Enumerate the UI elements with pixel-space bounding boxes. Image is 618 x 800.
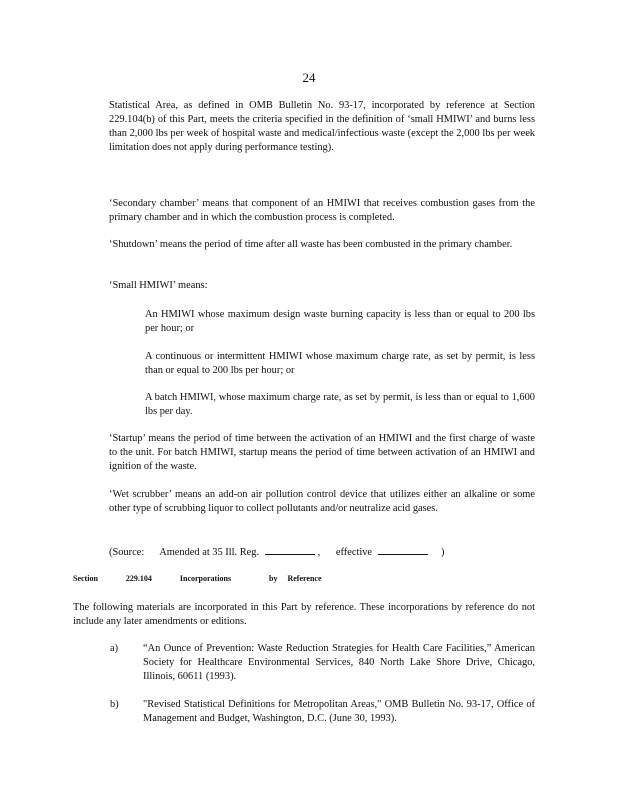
- source-note: [109, 544, 535, 560]
- effective-date-blank: [378, 544, 428, 555]
- source-comma: ,: [317, 547, 321, 558]
- reference-item: "Revised Statistical Definitions for Metropolitan Areas," OMB Bulletin No. 93-17, Office of Management and Budget, Washington, D.C. (June 30, 1993).: [143, 699, 535, 724]
- small-hmiwi-item: A batch HMIWI, whose maximum charge rate, as set by permit, is less than or equal to 1,600 lbs per day.: [145, 392, 535, 417]
- definition-small-hmiwi-title: ‘Small HMIWI’ means:: [109, 280, 208, 291]
- reference-label: b): [110, 699, 119, 710]
- section-heading: [73, 574, 348, 583]
- definition-secondary-chamber: ‘Secondary chamber’ means that component of an HMIWI that receives combustion gases from the primary chamber and in which the combustion process is completed.: [109, 198, 535, 223]
- source-effective: effective: [335, 547, 373, 558]
- page-number: 24: [302, 70, 316, 85]
- register-blank: [265, 544, 315, 555]
- small-hmiwi-item: An HMIWI whose maximum design waste burning capacity is less than or equal to 200 lbs per hour; or: [145, 309, 535, 334]
- reference-label: a): [110, 643, 119, 654]
- section-reference: Reference: [287, 574, 322, 583]
- source-amended: Amended at 35 Ill. Reg.: [159, 547, 260, 558]
- section-number: 229.104: [125, 574, 152, 583]
- definition-startup: ‘Startup’ means the period of time between the activation of an HMIWI and the first charge of waste to the unit. For batch HMIWI, startup means the period of time between activation of an HMIWI and ignition of the waste.: [109, 433, 535, 472]
- source-prefix: (Source:: [109, 547, 145, 558]
- section-word: Section: [73, 574, 98, 583]
- section-by: by: [269, 574, 278, 583]
- source-suffix: ): [441, 547, 445, 558]
- section-intro: The following materials are incorporated in this Part by reference. These incorporations by reference do not include any later amendments or editions.: [73, 602, 535, 627]
- definition-shutdown: ‘Shutdown’ means the period of time after all waste has been combusted in the primary chamber.: [109, 239, 513, 250]
- definition-wet-scrubber: ‘Wet scrubber’ means an add-on air pollution control device that utilizes either an alkaline or some other type of scrubbing liquor to collect pollutants and/or neutralize acid gases.: [109, 489, 535, 514]
- reference-item: “An Ounce of Prevention: Waste Reduction Strategies for Health Care Facilities,” American Society for Healthcare Environmental Services, 840 North Lake Shore Drive, Chicago, Illinois, 60611 (1993).: [143, 643, 535, 682]
- small-hmiwi-item: A continuous or intermittent HMIWI whose maximum charge rate, as set by permit, is less than or equal to 200 lbs per hour; or: [145, 351, 535, 376]
- section-title: Incorporations: [179, 574, 232, 583]
- paragraph-statistical-area: Statistical Area, as defined in OMB Bulletin No. 93-17, incorporated by reference at Section 229.104(b) of this Part, meets the criteria specified in the definition of ‘small HMIWI’ and burns less than 2,000 lbs per week of hospital waste and medical/infectious waste (except the 2,000 lbs per week limitation does not apply during performance testing).: [109, 100, 535, 153]
